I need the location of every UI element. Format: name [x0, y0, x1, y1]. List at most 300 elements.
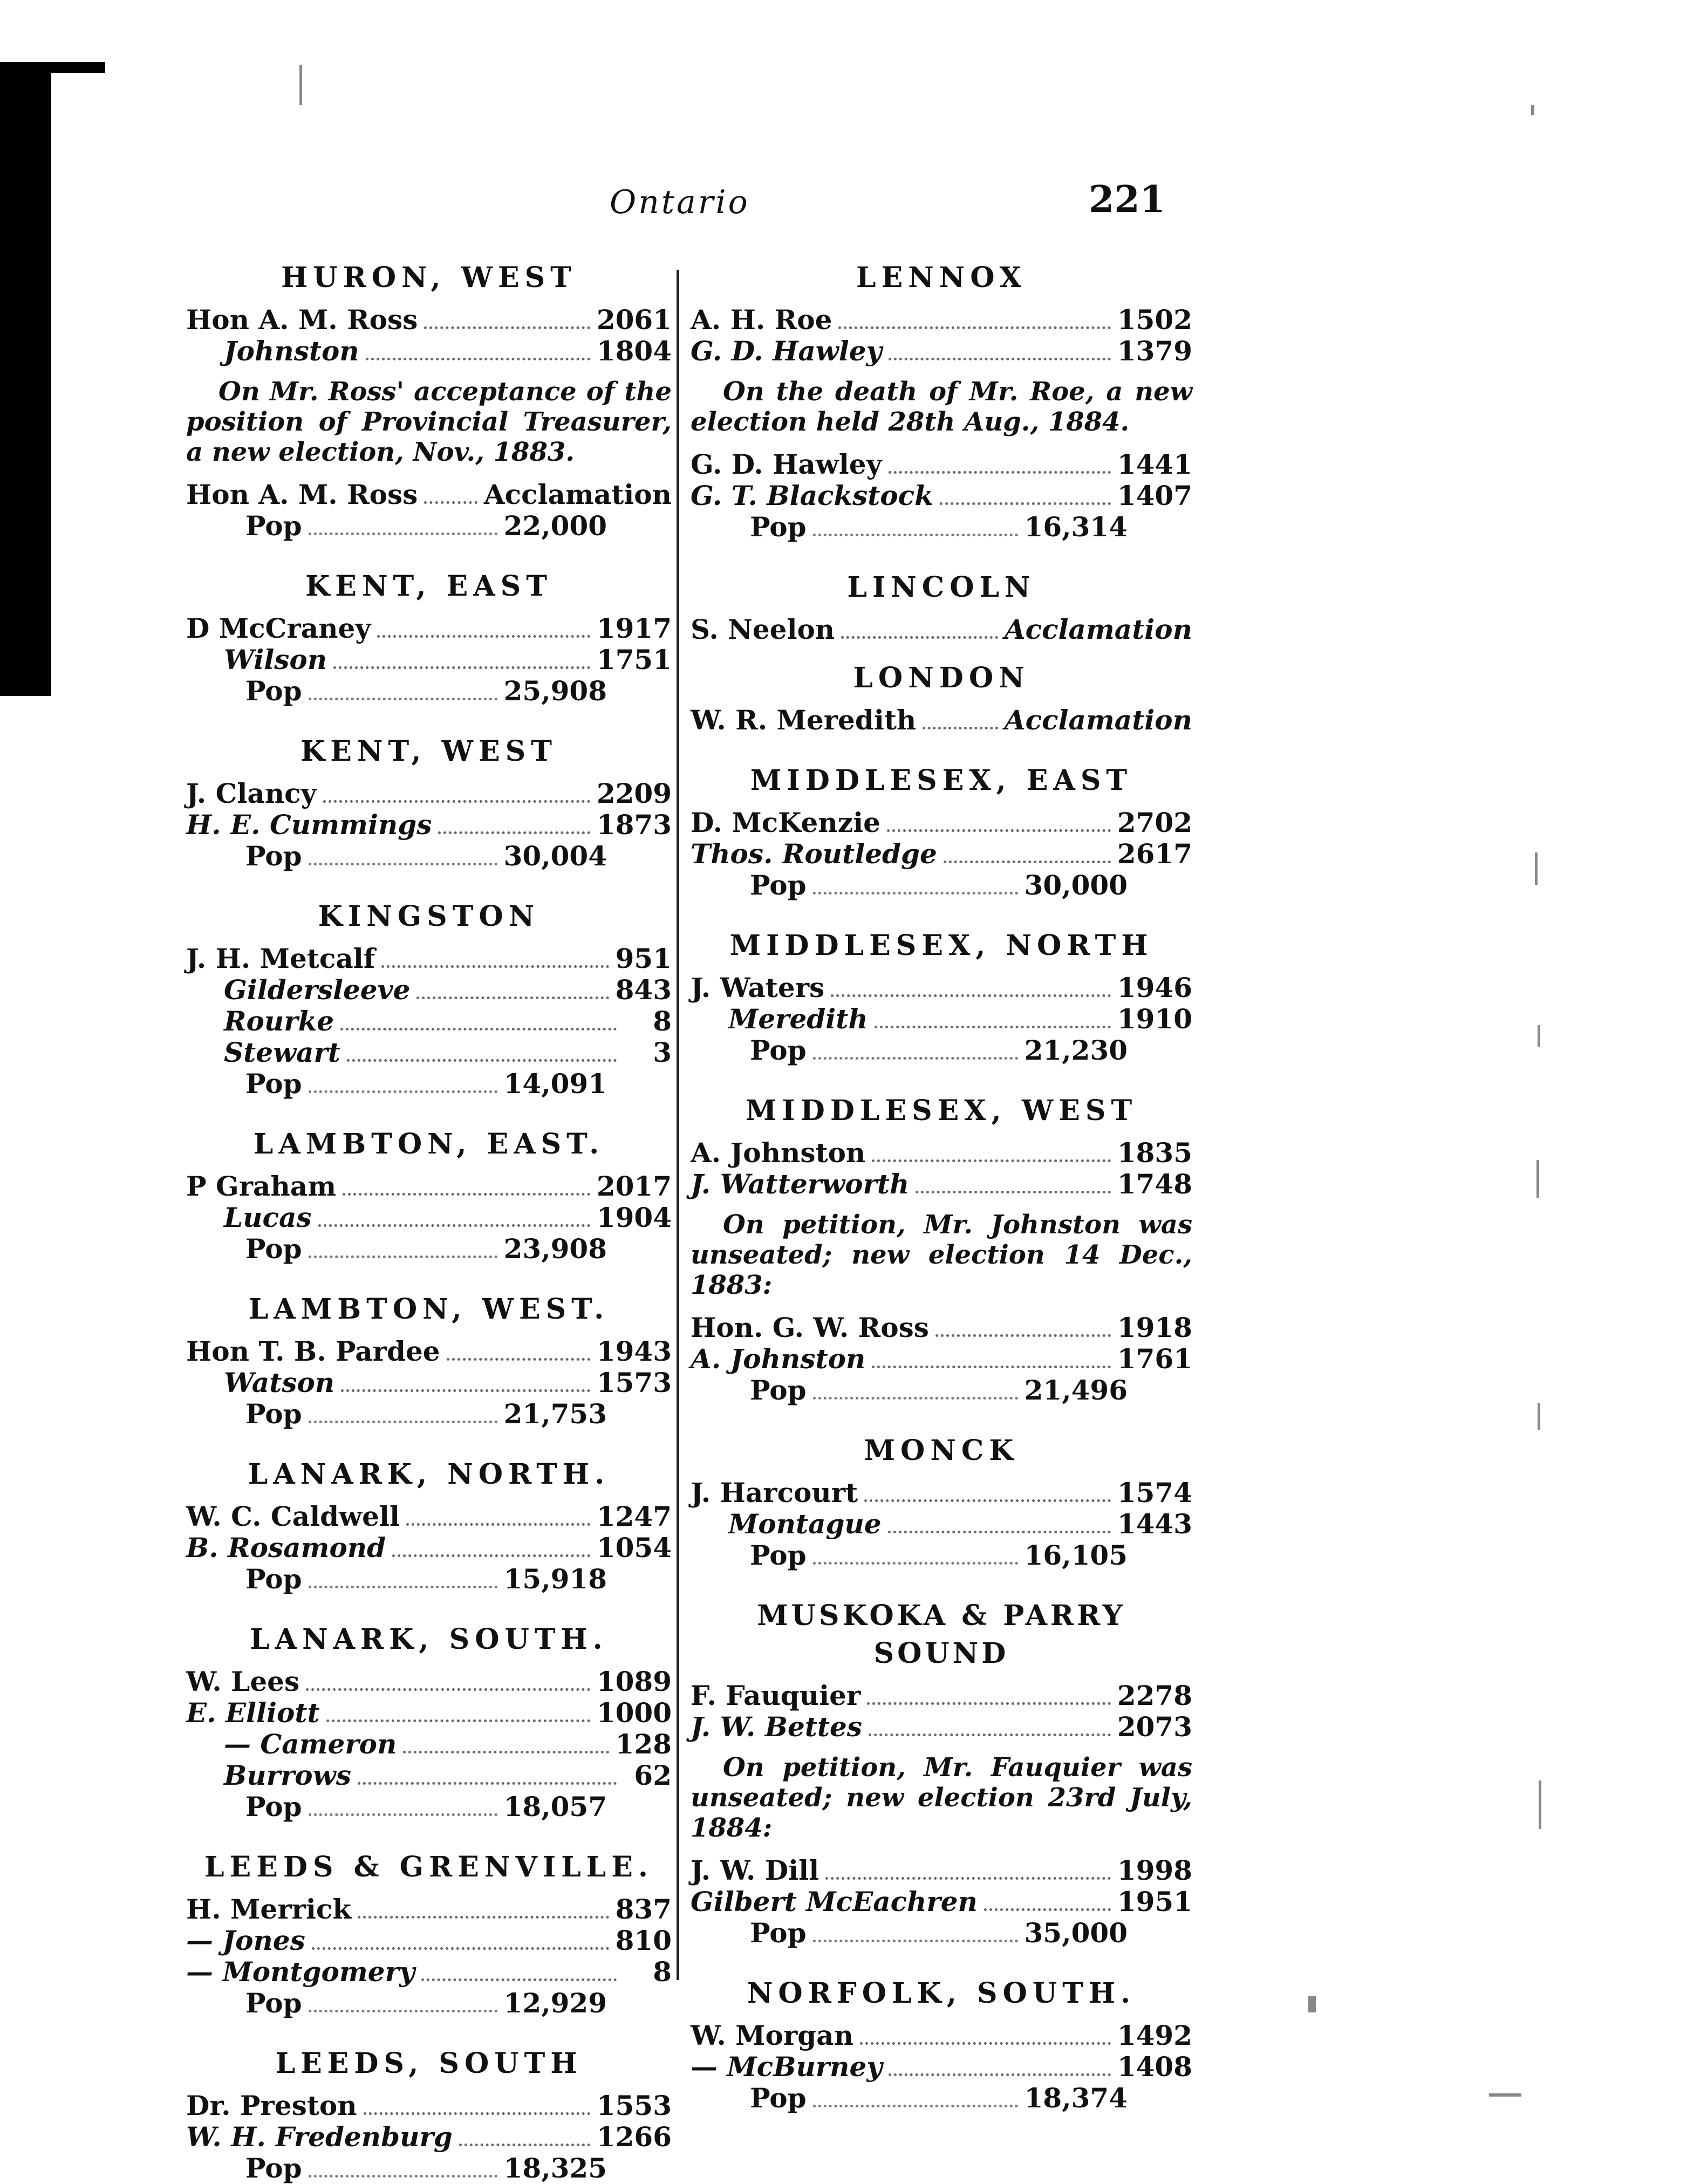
riding-monck	[691, 1432, 1192, 1571]
leader-dots	[438, 831, 590, 834]
candidate-votes: 1917	[596, 612, 672, 644]
riding-title: LAMBTON, WEST.	[248, 1293, 610, 1326]
population-value: 21,496	[1024, 1374, 1128, 1406]
candidate-name: Watson	[224, 1367, 335, 1398]
population-row	[691, 1375, 1192, 1406]
leader-dots	[309, 2010, 497, 2012]
candidate-row	[691, 1343, 1192, 1375]
leader-dots	[867, 1702, 1111, 1705]
scan-speck	[1308, 1996, 1316, 2012]
riding-title: LEEDS, SOUTH	[275, 2047, 583, 2080]
candidate-row	[186, 1037, 672, 1068]
candidate-name: J. Clancy	[186, 777, 317, 809]
leader-dots	[424, 326, 590, 329]
population-row	[186, 2153, 672, 2184]
candidate-row	[186, 1760, 672, 1791]
leader-dots	[869, 1733, 1111, 1736]
candidate-row	[691, 1169, 1192, 1200]
riding-london	[691, 659, 1192, 736]
leader-dots	[889, 2073, 1110, 2076]
population-label: Pop	[245, 1791, 302, 1823]
margin-bar	[0, 62, 51, 696]
leader-dots	[888, 1531, 1111, 1533]
candidate-row	[186, 1956, 672, 1988]
candidate-name: H. Merrick	[186, 1893, 351, 1925]
leader-dots	[392, 1554, 590, 1557]
population-value: 16,105	[1024, 1539, 1128, 1571]
population-row	[186, 675, 672, 707]
population-label: Pop	[245, 510, 302, 542]
leader-dots	[984, 1908, 1111, 1911]
population-row	[186, 510, 672, 542]
candidate-name: Thos. Routledge	[691, 838, 937, 870]
leader-dots	[416, 997, 609, 999]
candidate-name: A. H. Roe	[691, 304, 832, 336]
riding-kent-west	[186, 733, 672, 872]
column-divider	[677, 270, 679, 1980]
candidate-votes: 2278	[1117, 1680, 1192, 1711]
candidate-row	[691, 1855, 1192, 1886]
candidate-name: P Graham	[186, 1170, 337, 1202]
candidate-name: J. H. Metcalf	[186, 943, 375, 974]
candidate-row	[691, 1711, 1192, 1743]
population-label: Pop	[750, 1374, 807, 1406]
candidate-votes: 1835	[1117, 1137, 1192, 1169]
candidate-votes: 1492	[1117, 2019, 1192, 2051]
candidate-name: B. Rosamond	[186, 1532, 386, 1564]
candidate-name: W. R. Meredith	[691, 704, 917, 736]
candidate-row	[691, 304, 1192, 336]
leader-dots	[358, 1782, 617, 1785]
riding-title: LAMBTON, EAST.	[253, 1128, 605, 1161]
candidate-name: J. Watterworth	[691, 1168, 910, 1200]
candidate-votes: 1266	[596, 2121, 672, 2153]
candidate-name: G. T. Blackstock	[691, 480, 933, 511]
leader-dots	[813, 534, 1018, 536]
candidate-row	[691, 1509, 1192, 1540]
margin-bar-cap	[0, 62, 105, 73]
candidate-name: Montague	[728, 1508, 882, 1540]
candidate-votes: 3	[653, 1036, 672, 1068]
leader-dots	[889, 358, 1111, 360]
riding-title: MIDDLESEX, EAST	[750, 764, 1133, 797]
population-row	[186, 1068, 672, 1100]
candidate-row	[186, 1336, 672, 1367]
population-value: 16,314	[1024, 511, 1128, 543]
leader-dots	[940, 502, 1111, 505]
candidate-name: A. Johnston	[691, 1137, 866, 1169]
leader-dots	[309, 863, 497, 865]
leader-dots	[309, 2175, 497, 2178]
population-row	[186, 1233, 672, 1265]
candidate-name: Dr. Preston	[186, 2090, 357, 2121]
riding-lincoln	[691, 569, 1192, 645]
riding-title: LENNOX	[856, 261, 1027, 294]
candidate-votes: Acclamation	[483, 479, 672, 510]
candidate-votes: 62	[634, 1759, 672, 1791]
population-label: Pop	[750, 869, 807, 901]
population-row	[186, 1398, 672, 1430]
scan-speck	[1538, 1025, 1540, 1047]
riding-title: HURON, WEST	[281, 261, 577, 294]
candidate-row	[186, 1202, 672, 1233]
candidate-name: D. McKenzie	[691, 807, 880, 838]
candidate-row	[691, 1680, 1192, 1711]
riding-title: MUSKOKA & PARRY SOUND	[757, 1599, 1126, 1670]
candidate-row	[186, 1532, 672, 1564]
leader-dots	[813, 1940, 1018, 1942]
candidate-name: E. Elliott	[186, 1697, 320, 1729]
leader-dots	[381, 965, 609, 968]
leader-dots	[341, 1389, 590, 1392]
candidate-name: Hon T. B. Pardee	[186, 1335, 440, 1367]
candidate-name: D McCraney	[186, 612, 371, 644]
population-value: 14,091	[503, 1068, 607, 1100]
leader-dots	[864, 1499, 1111, 1502]
candidate-votes: 1910	[1117, 1003, 1192, 1035]
candidate-votes: 8	[653, 1956, 672, 1988]
scan-speck	[1489, 2093, 1521, 2097]
riding-lanark-north	[186, 1456, 672, 1595]
candidate-row	[691, 1477, 1192, 1509]
riding-title: MONCK	[864, 1434, 1019, 1467]
leader-dots	[340, 1028, 617, 1030]
leader-dots	[813, 1562, 1018, 1565]
riding-norfolk-south	[691, 1975, 1192, 2114]
population-label: Pop	[245, 1987, 302, 2019]
running-title: Ontario	[610, 183, 750, 221]
riding-title: KENT, EAST	[305, 570, 552, 603]
leader-dots	[459, 2144, 590, 2146]
page-number: 221	[1089, 178, 1165, 221]
candidate-row	[691, 972, 1192, 1004]
riding-leeds-south	[186, 2045, 672, 2184]
riding-title: KENT, WEST	[300, 735, 557, 768]
population-row	[691, 511, 1192, 543]
candidate-votes: 1748	[1117, 1168, 1192, 1200]
population-value: 21,753	[503, 1398, 607, 1430]
candidate-row	[186, 974, 672, 1006]
candidate-votes: 2702	[1117, 807, 1192, 838]
election-note: On Mr. Ross' acceptance of the position of Provincial Treasurer, a new election, Nov., 1883.	[186, 377, 672, 467]
leader-dots	[312, 1947, 609, 1950]
candidate-name: Hon. G. W. Ross	[691, 1312, 929, 1343]
population-row	[186, 1791, 672, 1823]
population-label: Pop	[245, 1398, 302, 1430]
leader-dots	[364, 2112, 590, 2115]
leader-dots	[333, 666, 590, 669]
candidate-row	[186, 809, 672, 841]
candidate-row	[186, 613, 672, 644]
leader-dots	[916, 1191, 1111, 1193]
candidate-votes: 810	[615, 1924, 672, 1956]
candidate-name: Rourke	[224, 1005, 334, 1037]
candidate-votes: 1918	[1117, 1312, 1192, 1343]
election-note: On petition, Mr. Johnston was unseated; new election 14 Dec., 1883:	[691, 1210, 1192, 1300]
candidate-votes: 951	[615, 943, 672, 974]
candidate-name: J. W. Bettes	[691, 1711, 862, 1743]
candidate-row	[691, 838, 1192, 870]
population-value: 15,918	[503, 1563, 607, 1595]
candidate-votes: 2073	[1117, 1711, 1192, 1743]
candidate-votes: 8	[653, 1005, 672, 1037]
candidate-name: W. H. Fredenburg	[186, 2121, 453, 2153]
leader-dots	[309, 533, 497, 535]
candidate-name: Lucas	[224, 1202, 312, 1233]
candidate-votes: 1407	[1117, 480, 1192, 511]
candidate-name: F. Fauquier	[691, 1680, 861, 1711]
population-value: 30,004	[503, 840, 607, 872]
candidate-votes: 1904	[596, 1202, 672, 1233]
leader-dots	[406, 1523, 590, 1526]
population-value: 30,000	[1024, 869, 1128, 901]
leader-dots	[841, 636, 998, 639]
leader-dots	[421, 1978, 617, 1981]
leader-dots	[825, 1877, 1111, 1880]
riding-title: NORFOLK, SOUTH.	[747, 1977, 1136, 2010]
leader-dots	[447, 1358, 590, 1361]
scan-speck	[1538, 1403, 1540, 1430]
candidate-row	[186, 943, 672, 974]
candidate-name: A. Johnston	[691, 1343, 866, 1375]
election-note: On the death of Mr. Roe, a new election held 28th Aug., 1884.	[691, 377, 1192, 437]
riding-lambton-west	[186, 1291, 672, 1430]
leader-dots	[838, 326, 1110, 329]
leader-dots	[377, 635, 590, 638]
candidate-name: Gildersleeve	[224, 974, 411, 1006]
riding-lambton-east	[186, 1125, 672, 1265]
candidate-name: Meredith	[728, 1003, 868, 1035]
leader-dots	[309, 1813, 497, 1816]
candidate-row	[186, 336, 672, 367]
candidate-row	[691, 336, 1192, 367]
leader-dots	[358, 1916, 609, 1919]
leader-dots	[318, 1224, 590, 1227]
leader-dots	[424, 501, 477, 504]
leader-dots	[309, 698, 497, 700]
candidate-votes: 1089	[596, 1666, 672, 1697]
leader-dots	[872, 1366, 1111, 1368]
riding-muskoka-parry-sound	[691, 1597, 1192, 1949]
candidate-row	[186, 1894, 672, 1925]
candidate-name: H. E. Cummings	[186, 809, 432, 841]
candidate-name: J. W. Dill	[691, 1854, 819, 1886]
candidate-votes: 1573	[596, 1367, 672, 1398]
candidate-row	[186, 304, 672, 336]
candidate-row	[186, 479, 672, 510]
population-value: 18,325	[503, 2152, 607, 2184]
candidate-row	[186, 2090, 672, 2121]
candidate-row	[186, 2121, 672, 2153]
population-label: Pop	[750, 1917, 807, 1949]
population-row	[691, 2083, 1192, 2114]
candidate-row	[691, 1004, 1192, 1035]
candidate-votes: 1379	[1117, 335, 1192, 367]
candidate-votes: 1000	[596, 1697, 672, 1729]
riding-title: MIDDLESEX, WEST	[745, 1094, 1138, 1127]
riding-title: LINCOLN	[847, 571, 1036, 604]
candidate-votes: 837	[615, 1893, 672, 1925]
leader-dots	[813, 892, 1018, 895]
candidate-name: G. D. Hawley	[691, 448, 882, 480]
candidate-row	[691, 449, 1192, 480]
population-label: Pop	[245, 840, 302, 872]
candidate-row	[691, 614, 1192, 645]
population-row	[691, 1035, 1192, 1066]
leader-dots	[343, 1193, 590, 1196]
candidate-row	[691, 1137, 1192, 1169]
candidate-votes: 128	[615, 1728, 672, 1760]
population-value: 21,230	[1024, 1034, 1128, 1066]
leader-dots	[813, 1397, 1018, 1400]
candidate-votes: 2209	[596, 777, 672, 809]
candidate-votes: Acclamation	[1004, 704, 1192, 736]
riding-title: LONDON	[853, 661, 1030, 694]
riding-huron-west	[186, 259, 672, 542]
candidate-row	[691, 807, 1192, 838]
population-row	[691, 870, 1192, 901]
candidate-votes: 1408	[1117, 2051, 1192, 2083]
candidate-votes: 1946	[1117, 972, 1192, 1004]
leader-dots	[944, 861, 1111, 863]
candidate-name: Hon A. M. Ross	[186, 479, 418, 510]
leader-dots	[831, 994, 1111, 997]
candidate-row	[186, 1006, 672, 1037]
candidate-votes: 1873	[596, 809, 672, 841]
candidate-votes: 1054	[596, 1532, 672, 1564]
candidate-row	[691, 1886, 1192, 1917]
leader-dots	[309, 1586, 497, 1588]
population-row	[186, 1988, 672, 2019]
riding-title: KINGSTON	[318, 900, 540, 933]
candidate-votes: 1943	[596, 1335, 672, 1367]
population-value: 12,929	[503, 1987, 607, 2019]
population-label: Pop	[245, 1068, 302, 1100]
scan-speck	[1535, 852, 1538, 885]
riding-title: MIDDLESEX, NORTH	[729, 929, 1153, 962]
candidate-votes: 2061	[596, 304, 672, 336]
candidate-name: Hon A. M. Ross	[186, 304, 418, 336]
candidate-name: — Montgomery	[186, 1956, 415, 1988]
population-value: 35,000	[1024, 1917, 1128, 1949]
leader-dots	[813, 1057, 1018, 1060]
candidate-votes: 1951	[1117, 1886, 1192, 1917]
riding-kingston	[186, 898, 672, 1100]
candidate-votes: 1443	[1117, 1508, 1192, 1540]
candidate-name: Gilbert McEachren	[691, 1886, 978, 1917]
leader-dots	[306, 1688, 590, 1691]
candidate-row	[691, 480, 1192, 511]
riding-lanark-south	[186, 1621, 672, 1823]
candidate-row	[186, 1501, 672, 1532]
candidate-name: Wilson	[224, 644, 327, 675]
page-header	[593, 178, 1176, 232]
leader-dots	[813, 2105, 1018, 2107]
leader-dots	[860, 2042, 1111, 2045]
candidate-row	[691, 705, 1192, 736]
leader-dots	[309, 1255, 497, 1258]
candidate-votes: 1441	[1117, 448, 1192, 480]
candidate-row	[186, 1666, 672, 1697]
population-label: Pop	[750, 1539, 807, 1571]
candidate-name: — Cameron	[224, 1728, 397, 1760]
candidate-votes: Acclamation	[1004, 613, 1192, 645]
leader-dots	[347, 1059, 617, 1062]
candidate-name: G. D. Hawley	[691, 335, 882, 367]
population-row	[186, 1564, 672, 1595]
scan-speck	[1531, 105, 1534, 115]
left-column	[186, 259, 672, 2184]
leader-dots	[887, 829, 1111, 832]
candidate-votes: 843	[615, 974, 672, 1006]
candidate-row	[186, 1367, 672, 1398]
population-value: 18,057	[503, 1791, 607, 1823]
candidate-name: S. Neelon	[691, 613, 835, 645]
election-note: On petition, Mr. Fauquier was unseated; new election 23rd July, 1884:	[691, 1752, 1192, 1843]
candidate-name: W. Lees	[186, 1666, 300, 1697]
leader-dots	[875, 1026, 1111, 1028]
leader-dots	[309, 1090, 497, 1093]
population-label: Pop	[245, 1233, 302, 1265]
candidate-votes: 1751	[596, 644, 672, 675]
population-row	[691, 1917, 1192, 1949]
candidate-row	[691, 2051, 1192, 2083]
candidate-name: — McBurney	[691, 2051, 883, 2083]
candidate-name: Stewart	[224, 1036, 340, 1068]
candidate-name: J. Harcourt	[691, 1477, 858, 1509]
candidate-row	[691, 1312, 1192, 1343]
riding-middlesex-north	[691, 927, 1192, 1066]
riding-leeds-grenville	[186, 1848, 672, 2019]
population-label: Pop	[245, 1563, 302, 1595]
population-label: Pop	[245, 675, 302, 707]
candidate-votes: 1553	[596, 2090, 672, 2121]
leader-dots	[403, 1751, 609, 1753]
candidate-votes: 1574	[1117, 1477, 1192, 1509]
scan-speck	[1539, 1780, 1541, 1829]
candidate-row	[186, 1171, 672, 1202]
scan-speck	[299, 65, 302, 105]
riding-title: LANARK, SOUTH.	[250, 1623, 608, 1656]
population-label: Pop	[750, 2082, 807, 2114]
candidate-votes: 1247	[596, 1500, 672, 1532]
leader-dots	[326, 1719, 590, 1722]
candidate-name: Johnston	[224, 335, 359, 367]
candidate-row	[186, 1697, 672, 1729]
leader-dots	[889, 471, 1111, 474]
leader-dots	[935, 1334, 1111, 1337]
candidate-row	[186, 644, 672, 675]
population-label: Pop	[750, 1034, 807, 1066]
leader-dots	[323, 800, 590, 803]
candidate-votes: 1998	[1117, 1854, 1192, 1886]
candidate-votes: 1761	[1117, 1343, 1192, 1375]
candidate-name: — Jones	[186, 1924, 305, 1956]
scan-speck	[1536, 1160, 1539, 1198]
candidate-name: W. C. Caldwell	[186, 1500, 400, 1532]
candidate-row	[186, 1925, 672, 1956]
candidate-name: Burrows	[224, 1759, 351, 1791]
candidate-row	[691, 2020, 1192, 2051]
leader-dots	[366, 358, 590, 360]
riding-middlesex-west	[691, 1092, 1192, 1406]
population-value: 25,908	[503, 675, 607, 707]
riding-title: LANARK, NORTH.	[248, 1458, 610, 1491]
population-value: 22,000	[503, 510, 607, 542]
candidate-votes: 2017	[596, 1170, 672, 1202]
candidate-votes: 1502	[1117, 304, 1192, 336]
candidate-votes: 1804	[596, 335, 672, 367]
